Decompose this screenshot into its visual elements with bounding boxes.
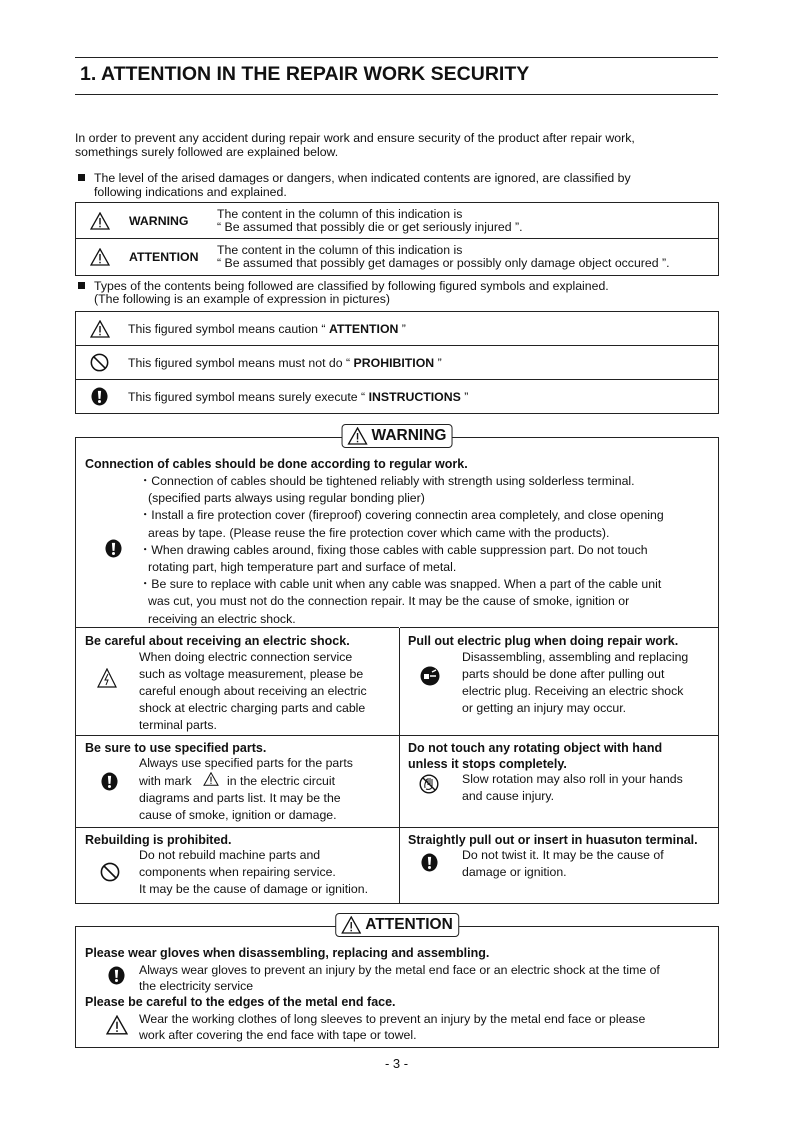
warning-line: was cut, you must not do the connection repair. It may be the cause of smoke, ignition or — [148, 594, 630, 609]
symbol-row — [76, 380, 718, 413]
intro-line: In order to prevent any accident during repair work and ensure security of the product after repair work, — [75, 131, 635, 145]
cell-heading: Be careful about receiving an electric shock. — [85, 634, 350, 648]
symbol-desc: This figured symbol means surely execute “ INSTRUCTIONS ” — [128, 389, 469, 404]
level-desc: “ Be assumed that possibly get damages or possibly only damage object occured ”. — [217, 256, 670, 270]
warning-line: areas by tape. (Please reuse the fire protection cover which came with the products). — [148, 525, 610, 540]
attention-label: ATTENTION — [335, 913, 459, 937]
symbol-row — [76, 312, 718, 346]
warning-line: rotating part, high temperature part and surface of metal. — [148, 560, 457, 575]
caution-triangle-icon — [203, 772, 219, 786]
level-desc: “ Be assumed that possibly die or get seriously injured ”. — [217, 219, 523, 234]
bullet-text: The level of the arised damages or dangers, when indicated contents are ignored, are classified by — [94, 171, 631, 185]
cell-body: Slow rotation may also roll in your hands and cause injury. — [462, 772, 683, 803]
level-row-warning — [76, 203, 718, 239]
prohibition-icon — [90, 353, 109, 372]
symbol-desc: This figured symbol means must not do “ PROHIBITION ” — [128, 355, 442, 370]
warning-line: receiving an electric shock. — [148, 611, 296, 626]
level-label: WARNING — [129, 213, 189, 228]
cell-rebuilding — [76, 827, 399, 904]
level-row-attention — [76, 239, 718, 275]
attention-heading: Please wear gloves when disassembling, replacing and assembling. — [85, 946, 490, 960]
cell-heading: Rebuilding is prohibited. — [85, 833, 232, 847]
symbol-table — [75, 311, 719, 414]
warning-label: WARNING — [342, 424, 453, 448]
level-desc: The content in the column of this indication is — [217, 206, 463, 221]
instruction-icon — [108, 965, 125, 986]
symbol-row — [76, 346, 718, 380]
bullet-square-icon — [78, 174, 85, 181]
bullet-text: (The following is an example of expression in pictures) — [94, 292, 390, 306]
level-label: ATTENTION — [129, 250, 199, 264]
instruction-icon — [101, 771, 118, 792]
cell-body: Always use specified parts for the parts with mark in the electric circuit diagrams and parts list. It may be the cause of smoke, ignition or damage. — [139, 756, 353, 822]
attention-text: Wear the working clothes of long sleeves to prevent an injury by the metal end face or please work after covering the end face with tape or towel. — [139, 1012, 646, 1042]
cell-heading: Be sure to use specified parts. — [85, 741, 267, 755]
cell-heading: Do not touch any rotating object with hand unless it stops completely. — [408, 741, 663, 771]
warning-list — [139, 473, 664, 628]
attention-text: Always wear gloves to prevent an injury by the metal end face or an electric shock at the time of the electricity service — [139, 963, 660, 993]
warning-line: (specified parts always using regular bonding plier) — [148, 491, 425, 506]
attention-heading: Please be careful to the edges of the metal end face. — [85, 995, 396, 1009]
level-table — [75, 202, 719, 276]
bullet-square-icon — [78, 282, 85, 289]
cell-body: Do not twist it. It may be the cause of damage or ignition. — [462, 848, 664, 879]
warning-line: ・Install a fire protection cover (fireproof) covering connectin area completely, and close opening — [139, 508, 664, 523]
warning-triangle-icon — [348, 427, 368, 445]
cell-rotating-object — [400, 735, 719, 827]
cell-huasuton-terminal — [400, 827, 719, 904]
cell-specified-parts — [76, 735, 399, 827]
caution-triangle-icon — [106, 1015, 128, 1035]
bullet-text: Types of the contents being followed are classified by following figured symbols and explained. — [94, 279, 609, 293]
symbol-desc: This figured symbol means caution “ ATTENTION ” — [128, 321, 406, 336]
warning-triangle-icon — [90, 248, 110, 266]
cell-electric-shock — [76, 627, 399, 735]
prohibition-icon — [100, 862, 120, 882]
warning-box — [75, 427, 719, 904]
no-hand-icon — [419, 774, 439, 794]
instruction-icon — [105, 538, 122, 559]
instruction-icon — [421, 852, 438, 873]
warning-triangle-icon — [341, 916, 361, 934]
cell-heading: Pull out electric plug when doing repair work. — [408, 634, 679, 648]
cell-body: Disassembling, assembling and replacing parts should be done after pulling out electric plug. Receiving an electric shock or getting an injury may occur. — [462, 650, 689, 715]
bullet-symbols — [78, 280, 609, 306]
unplug-icon — [420, 666, 440, 686]
level-desc: The content in the column of this indication is — [217, 243, 463, 257]
bullet-text: following indications and explained. — [94, 185, 287, 199]
warning-line: ・Connection of cables should be tightened reliably with strength using solderless terminal. — [139, 474, 635, 488]
page-title: 1. ATTENTION IN THE REPAIR WORK SECURITY — [75, 57, 718, 95]
caution-triangle-icon — [90, 320, 110, 338]
warning-triangle-icon — [90, 212, 110, 230]
warning-line: ・When drawing cables around, fixing those cables with cable suppression part. Do not touch — [139, 542, 648, 557]
warning-heading: Connection of cables should be done according to regular work. — [85, 457, 468, 471]
attention-box — [75, 916, 719, 1048]
cell-body: Do not rebuild machine parts and components when repairing service. It may be the cause of damage or ignition. — [139, 848, 368, 896]
warning-line: ・Be sure to replace with cable unit when any cable was snapped. When a part of the cable unit — [139, 577, 662, 592]
electric-shock-icon — [97, 668, 117, 688]
cell-pull-plug — [400, 627, 719, 735]
instruction-icon — [91, 387, 108, 406]
page-number: - 3 - — [384, 1056, 409, 1071]
cell-heading: Straightly pull out or insert in huasuton terminal. — [408, 833, 698, 847]
intro-text — [75, 131, 635, 159]
bullet-levels — [78, 171, 631, 199]
cell-body: When doing electric connection service such as voltage measurement, please be careful enough about receiving an electric shock at electric charging parts and cable terminal parts. — [139, 650, 367, 732]
intro-line: somethings surely followed are explained below. — [75, 145, 339, 159]
